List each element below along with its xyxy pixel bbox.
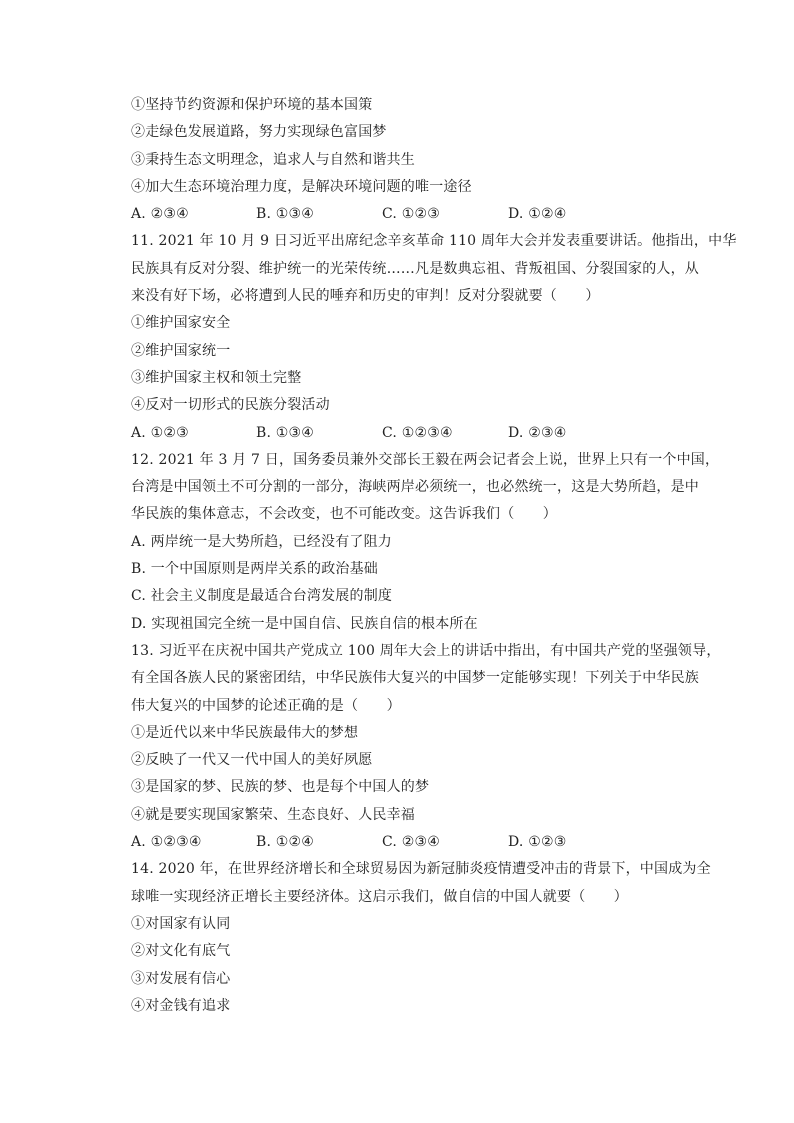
statement: ④对金钱有追求 bbox=[131, 997, 231, 1014]
option-b: B. ①③④ bbox=[256, 424, 315, 441]
statement: ③对发展有信心 bbox=[131, 970, 231, 987]
option-b: B. ①②④ bbox=[256, 834, 315, 851]
option-b: B. 一个中国原则是两岸关系的政治基础 bbox=[131, 561, 378, 578]
question-stem: 13. 习近平在庆祝中国共产党成立 100 周年大会上的讲话中指出，有中国共产党的坚强领导， bbox=[131, 642, 721, 659]
answer-options bbox=[131, 829, 711, 856]
option-c: C. 社会主义制度是最适合台湾发展的制度 bbox=[131, 588, 393, 605]
statement: ③是国家的梦、民族的梦、也是每个中国人的梦 bbox=[131, 779, 430, 796]
option-a: A. ②③④ bbox=[131, 206, 189, 223]
question-stem: 14. 2020 年，在世界经济增长和全球贸易因为新冠肺炎疫情遭受冲击的背景下，中国成为全 bbox=[131, 861, 711, 878]
statement: ②反映了一代又一代中国人的美好夙愿 bbox=[131, 752, 373, 769]
exam-page bbox=[131, 92, 737, 1020]
option-a: A. ①②③ bbox=[131, 424, 189, 441]
question-stem: 有全国各族人民的紧密团结，中华民族伟大复兴的中国梦一定能够实现！下列关于中华民族 bbox=[131, 670, 699, 687]
question-stem: 民族具有反对分裂、维护统一的光荣传统……凡是数典忘祖、背叛祖国、分裂国家的人，从 bbox=[131, 260, 699, 277]
option-d: D. ②③④ bbox=[508, 424, 567, 441]
question-stem: 台湾是中国领土不可分割的一部分，海峡两岸必须统一，也必然统一，这是大势所趋，是中 bbox=[131, 479, 699, 496]
question-14 bbox=[131, 856, 711, 1020]
option-d: D. ①②④ bbox=[508, 206, 567, 223]
question-stem: 12. 2021 年 3 月 7 日，国务委员兼外交部长王毅在两会记者会上说，世界上只有一个中国， bbox=[131, 451, 720, 468]
question-stem: 球唯一实现经济正增长主要经济体。这启示我们，做自信的中国人就要（ ） bbox=[131, 888, 628, 905]
question-12 bbox=[131, 447, 720, 638]
option-b: B. ①③④ bbox=[256, 206, 315, 223]
statement: ①维护国家安全 bbox=[131, 315, 231, 332]
statement: ④就是要实现国家繁荣、生态良好、人民幸福 bbox=[131, 806, 415, 823]
statement: ②走绿色发展道路，努力实现绿色富国梦 bbox=[131, 124, 387, 141]
statement: ④加大生态环境治理力度，是解决环境问题的唯一途径 bbox=[131, 178, 472, 195]
statement: ③秉持生态文明理念，追求人与自然和谐共生 bbox=[131, 151, 415, 168]
statement: ③维护国家主权和领土完整 bbox=[131, 369, 302, 386]
statement: ①是近代以来中华民族最伟大的梦想 bbox=[131, 724, 359, 741]
option-a: A. 两岸统一是大势所趋，已经没有了阻力 bbox=[131, 533, 393, 550]
statement: ②对文化有底气 bbox=[131, 943, 231, 960]
question-11 bbox=[131, 228, 737, 446]
question-stem: 华民族的集体意志，不会改变，也不可能改变。这告诉我们（ ） bbox=[131, 506, 557, 523]
answer-options bbox=[131, 201, 711, 228]
statement: ①对国家有认同 bbox=[131, 915, 231, 932]
option-c: C. ②③④ bbox=[382, 834, 440, 851]
question-10 bbox=[131, 92, 711, 228]
option-d: D. ①②③ bbox=[508, 834, 567, 851]
statement: ②维护国家统一 bbox=[131, 342, 231, 359]
option-c: C. ①②③④ bbox=[382, 424, 453, 441]
option-c: C. ①②③ bbox=[382, 206, 440, 223]
question-stem: 伟大复兴的中国梦的论述正确的是（ ） bbox=[131, 697, 401, 714]
question-stem: 11. 2021 年 10 月 9 日习近平出席纪念辛亥革命 110 周年大会并发表重要讲话。他指出，中华 bbox=[131, 233, 737, 250]
question-13 bbox=[131, 638, 721, 856]
answer-options bbox=[131, 420, 711, 447]
option-d: D. 实现祖国完全统一是中国自信、民族自信的根本所在 bbox=[131, 615, 478, 632]
option-a: A. ①②③④ bbox=[131, 834, 202, 851]
statement: ④反对一切形式的民族分裂活动 bbox=[131, 397, 330, 414]
statement: ①坚持节约资源和保护环境的基本国策 bbox=[131, 97, 373, 113]
question-stem: 来没有好下场，必将遭到人民的唾弃和历史的审判！反对分裂就要（ ） bbox=[131, 288, 600, 305]
